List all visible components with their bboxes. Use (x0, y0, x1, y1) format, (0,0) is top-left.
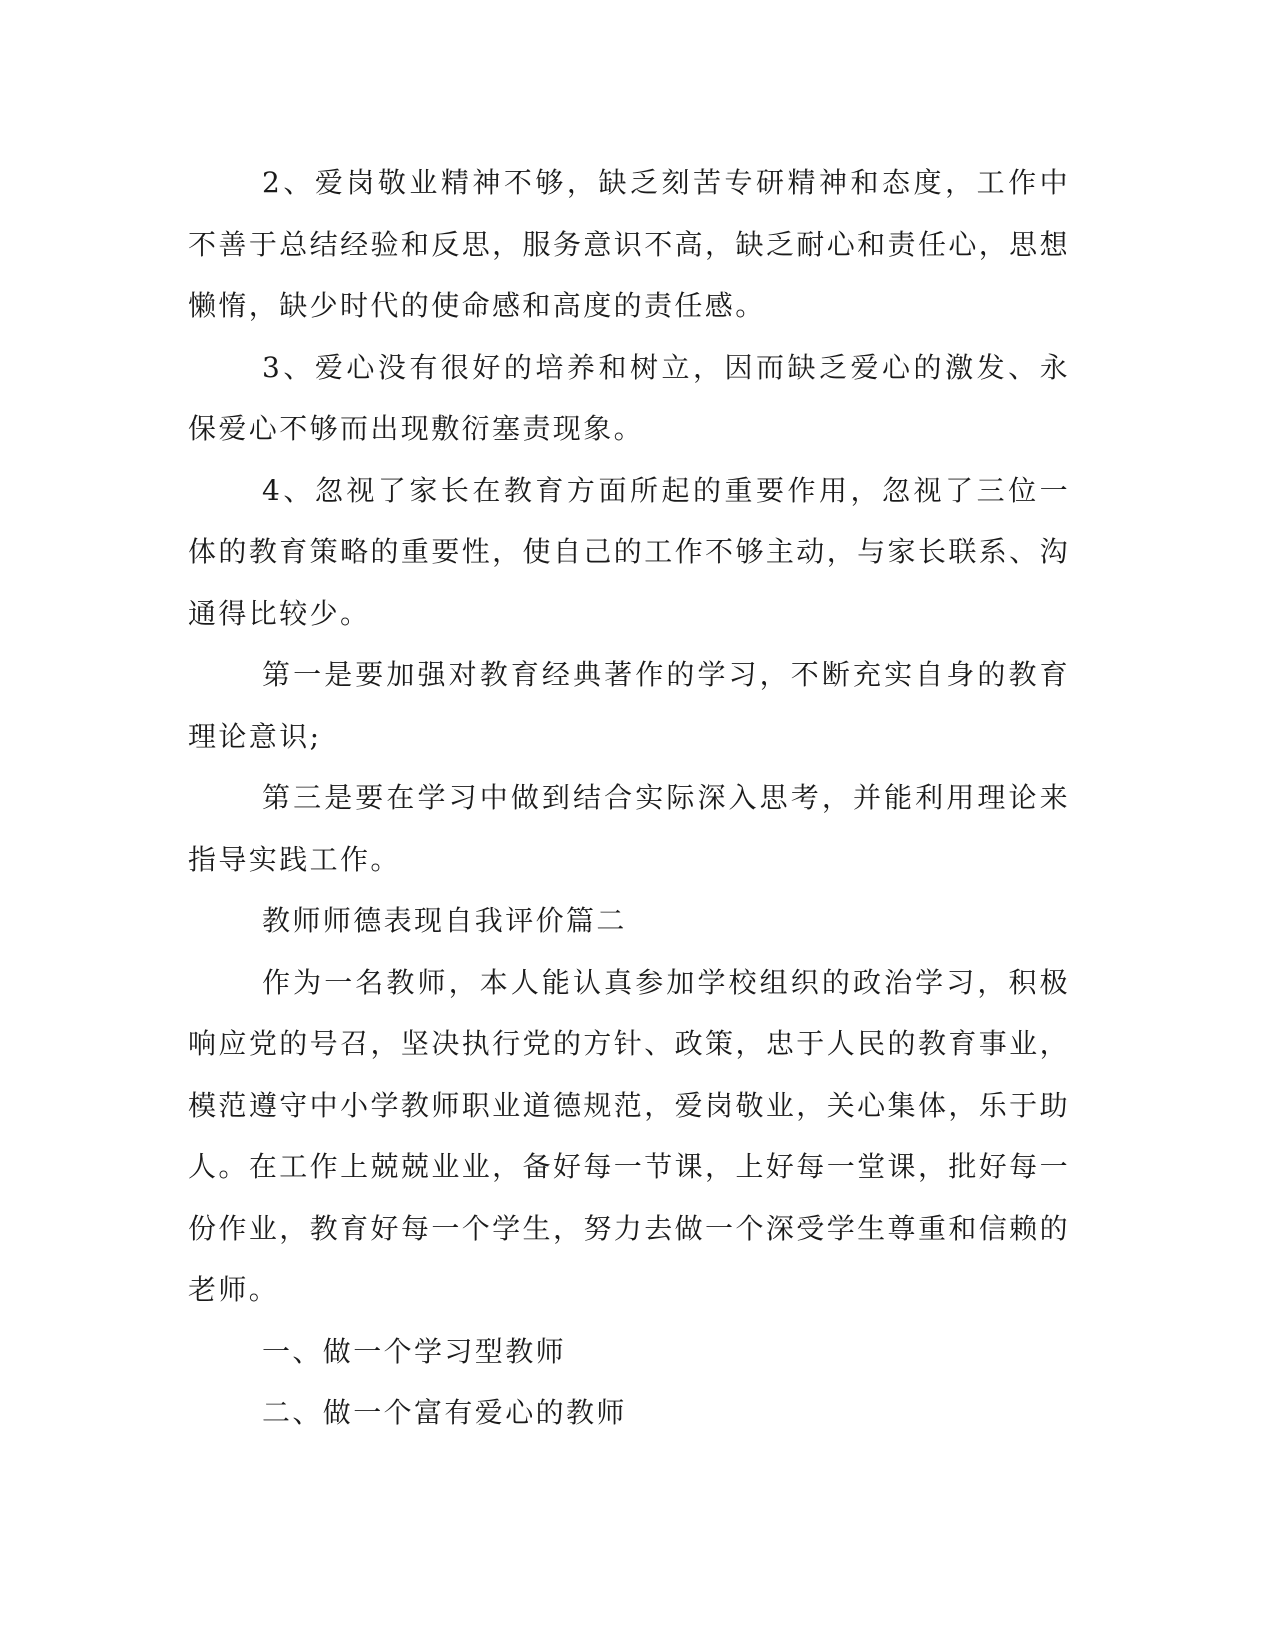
paragraph-item-2: 2、爱岗敬业精神不够，缺乏刻苦专研精神和态度，工作中不善于总结经验和反思，服务意识不高，缺乏耐心和责任心，思想懒惰，缺少时代的使命感和高度的责任感。 (188, 166, 1070, 322)
paragraph-third-point: 第三是要在学习中做到结合实际深入思考，并能利用理论来指导实践工作。 (188, 781, 1070, 876)
paragraph-body: 作为一名教师，本人能认真参加学校组织的政治学习，积极响应党的号召，坚决执行党的方针、政策，忠于人民的教育事业，模范遵守中小学教师职业道德规范，爱岗敬业，关心集体，乐于助人。在工作上兢兢业业，备好每一节课，上好每一堂课，批好每一份作业，教育好每一个学生，努力去做一个深受学生尊重和信赖的老师。 (188, 965, 1070, 1306)
paragraph-first-point: 第一是要加强对教育经典著作的学习，不断充实自身的教育理论意识; (188, 658, 1070, 753)
section-heading: 教师师德表现自我评价篇二 (262, 904, 627, 937)
list-item-two: 二、做一个富有爱心的教师 (262, 1396, 627, 1429)
document-page (188, 152, 1070, 1444)
list-item-one: 一、做一个学习型教师 (262, 1334, 567, 1368)
paragraph-item-3: 3、爱心没有很好的培养和树立，因而缺乏爱心的激发、永保爱心不够而出现敷衍塞责现象。 (188, 350, 1070, 445)
paragraph-item-4: 4、忽视了家长在教育方面所起的重要作用，忽视了三位一体的教育策略的重要性，使自己的工作不够主动，与家长联系、沟通得比较少。 (188, 473, 1070, 630)
